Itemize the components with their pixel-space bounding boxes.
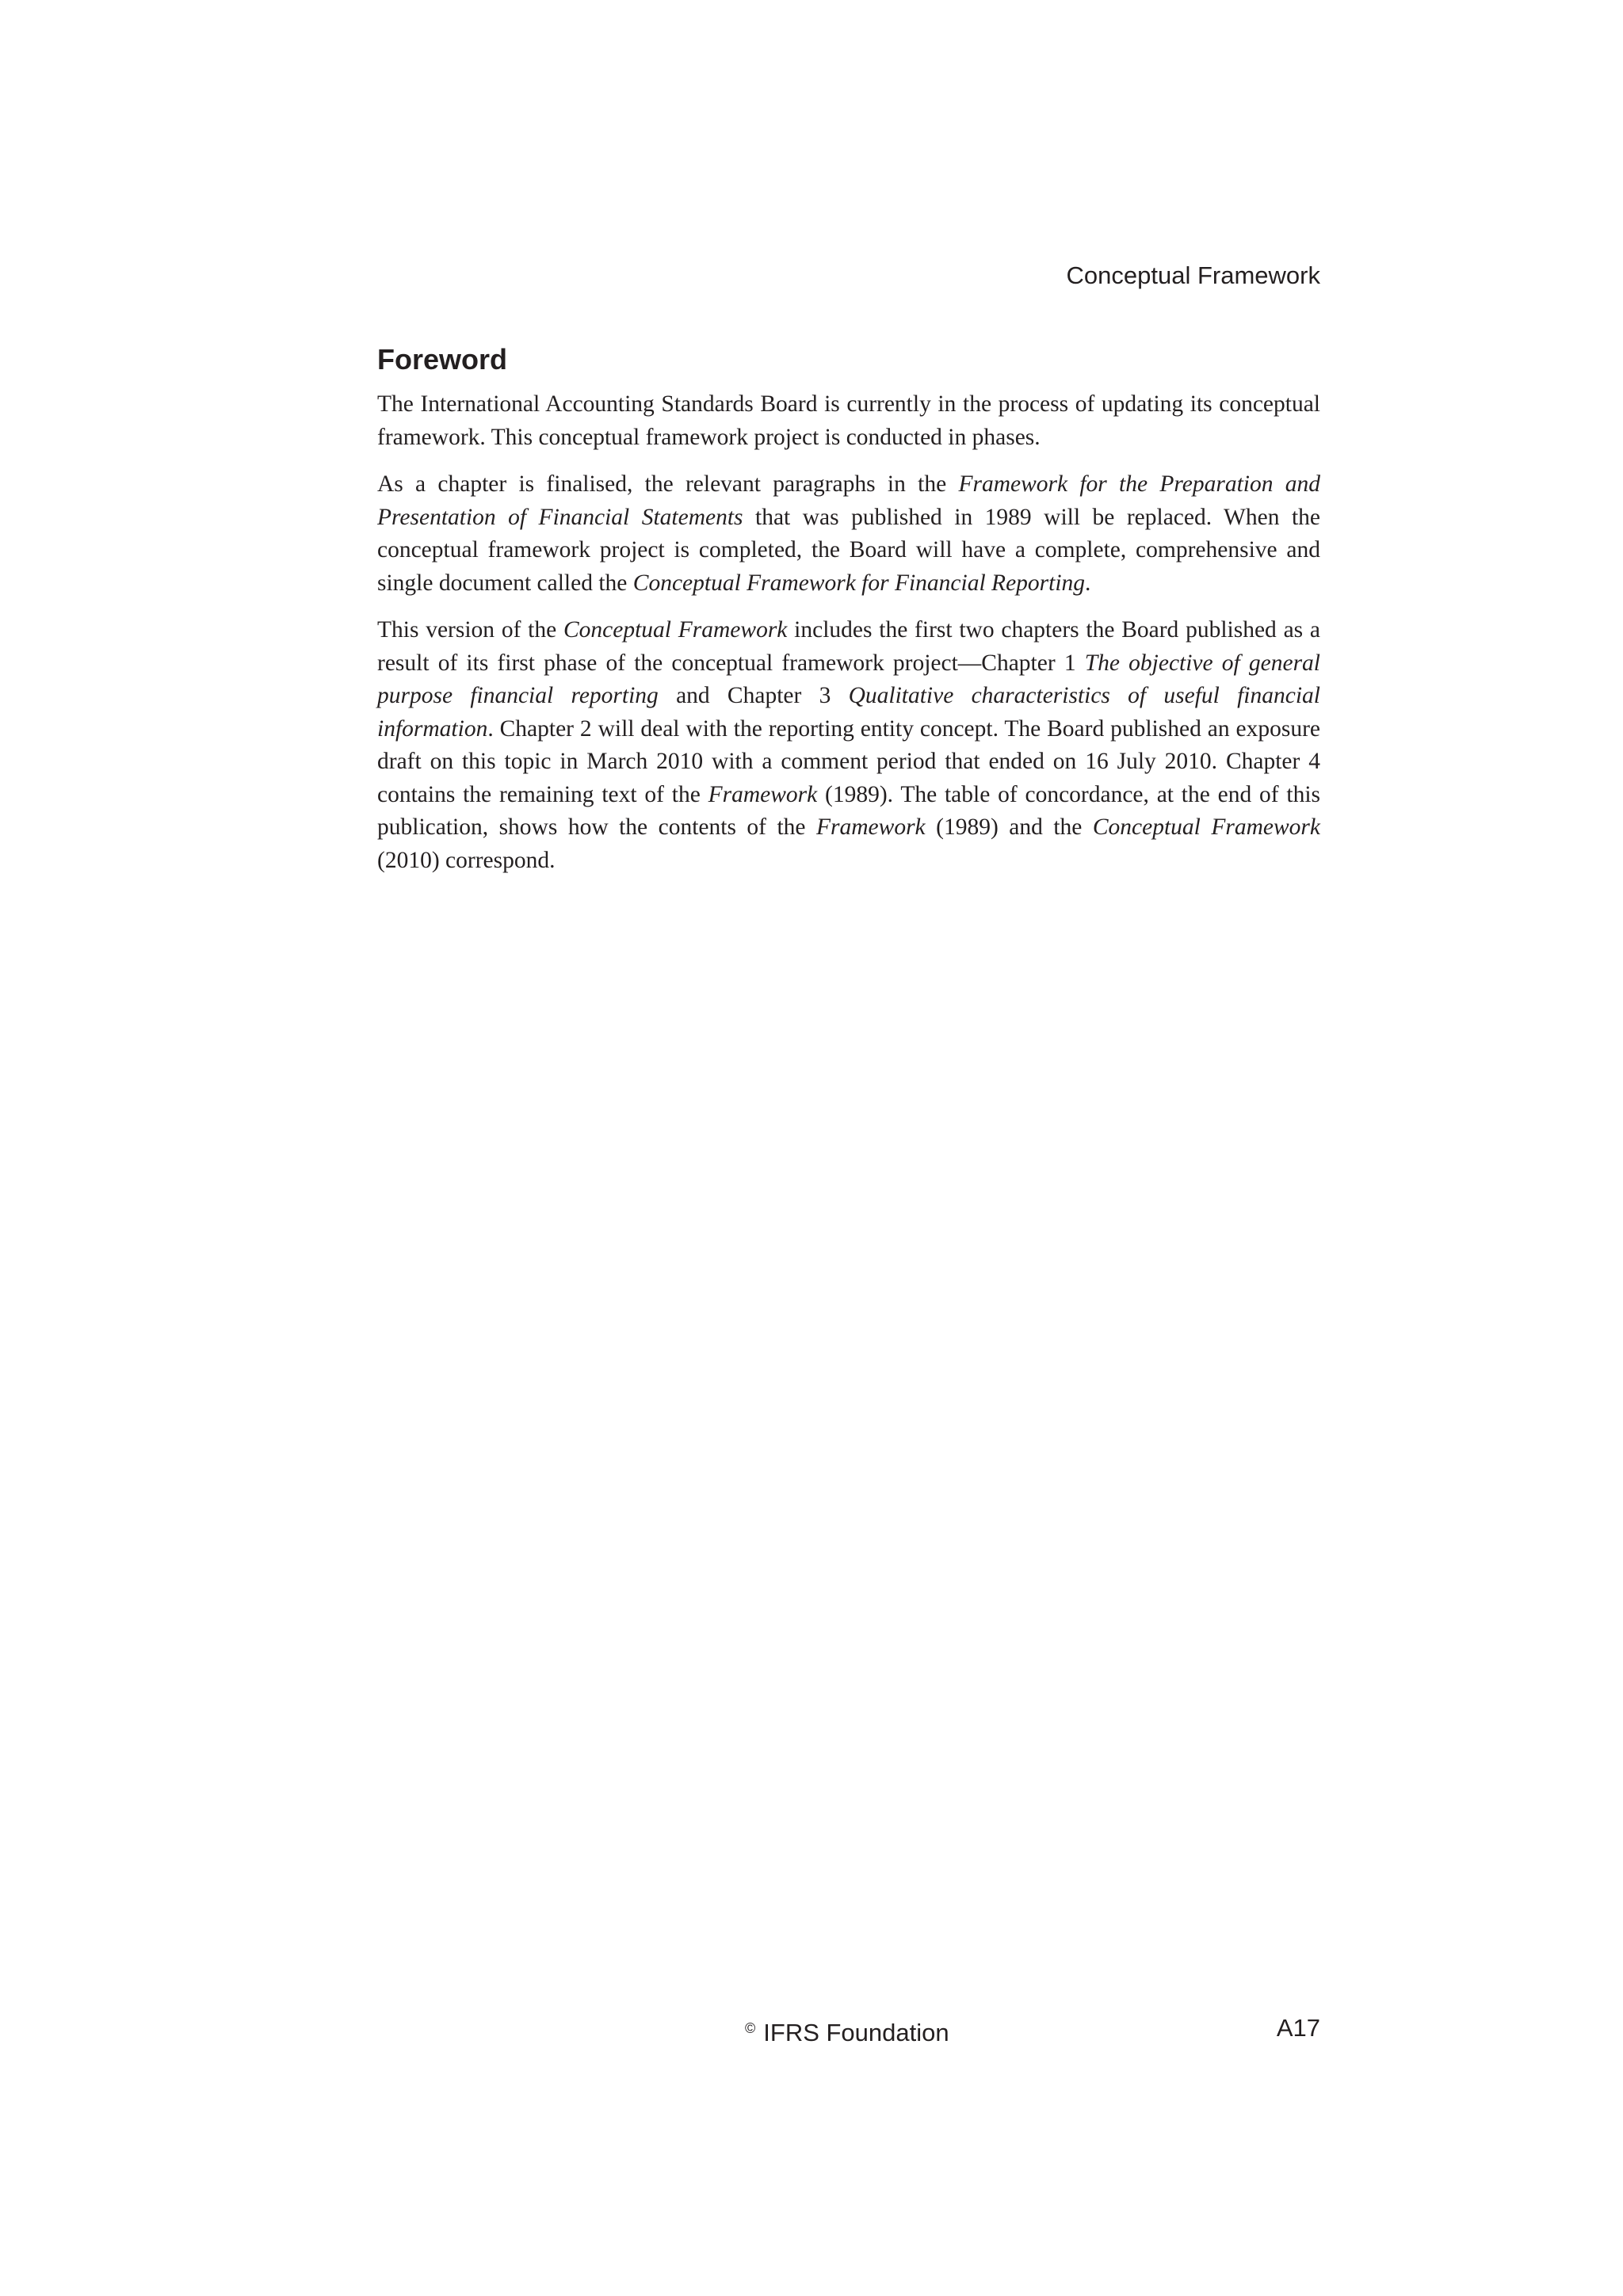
text-run: (1989). The table of concordance, at the end of this publication, shows how the contents of the xyxy=(377,781,1320,840)
copyright-holder: IFRS Foundation xyxy=(763,2019,949,2046)
page-number: A17 xyxy=(1276,2014,1320,2042)
footer-copyright xyxy=(745,2012,949,2049)
text-run: includes the first two chapters the Board published as a result of its first phase of the conceptual framework project—Chapter 1 xyxy=(377,617,1320,676)
italic-title: The objective of general purpose financial reporting xyxy=(377,650,1320,708)
foreword-paragraph-1: The International Accounting Standards Board is currently in the process of updating its conceptual framework. This conceptual framework project is conducted in phases. xyxy=(377,391,1320,450)
italic-title: Conceptual Framework xyxy=(563,617,788,643)
italic-title: Framework xyxy=(708,781,818,807)
text-run: . Chapter 2 will deal with the reporting entity concept. The Board published an exposure draft on this topic in March 2010 with a comment period that ended on 16 July 2010. Chapter 4 contains the remaining text of the xyxy=(377,715,1320,807)
italic-title: Framework xyxy=(816,814,926,840)
foreword-heading: Foreword xyxy=(377,343,508,376)
text-run: (2010) correspond. xyxy=(377,847,556,873)
italic-title: Qualitative characteristics of useful financial information xyxy=(377,683,1320,742)
text-run: that was published in 1989 will be replaced. When the conceptual framework project is completed, the Board will have a complete, comprehensive and single document called the xyxy=(377,504,1320,596)
text-run: (1989) and the xyxy=(925,814,1093,840)
foreword-paragraph-3 xyxy=(377,614,1320,877)
foreword-section xyxy=(377,339,1320,891)
italic-title: Framework for the Preparation and Presentation of Financial Statements xyxy=(377,471,1320,530)
foreword-paragraph-2 xyxy=(377,468,1320,600)
text-run: and Chapter 3 xyxy=(658,683,849,708)
copyright-icon: © xyxy=(745,2020,756,2036)
running-header: Conceptual Framework xyxy=(1066,261,1320,289)
text-run: This version of the xyxy=(377,617,563,643)
italic-title: Conceptual Framework xyxy=(1092,814,1320,840)
text-run: As a chapter is finalised, the relevant paragraphs in the xyxy=(377,471,959,497)
text-run: . xyxy=(1085,570,1091,596)
italic-title: Conceptual Framework for Financial Reporting xyxy=(632,570,1086,596)
